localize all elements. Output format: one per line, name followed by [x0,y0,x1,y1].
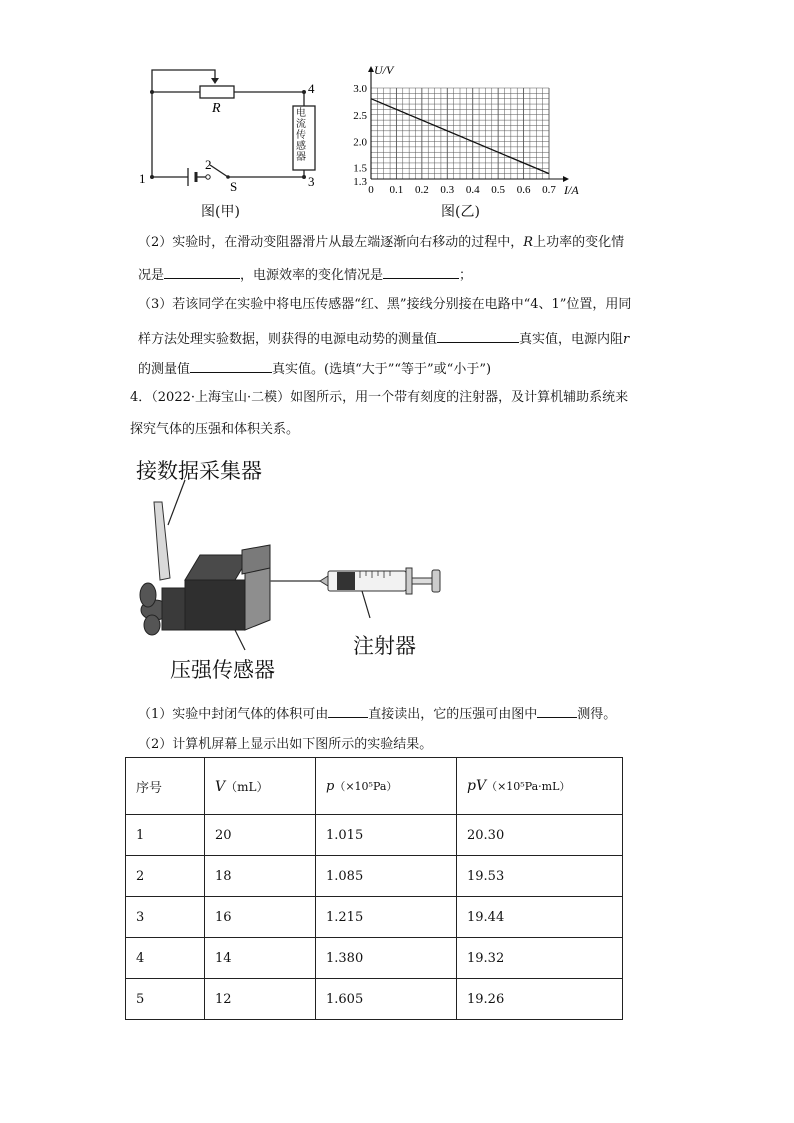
x-tick-label: 0.5 [491,184,506,196]
q3-blank-resistance[interactable] [190,358,272,373]
x-tick-label: 0.2 [414,184,429,196]
table-cell: 19.26 [457,979,623,1020]
table-row [126,938,623,979]
slider-arrow-icon [211,78,219,84]
q4-line2: 探究气体的压强和体积关系。 [130,422,300,437]
x-tick-label: 0.4 [465,184,480,196]
table-cell: 1.215 [316,897,457,938]
table-cell: 4 [126,938,205,979]
y-tick-label: 1.3 [353,176,367,188]
x-tick-label: 0.7 [542,184,556,196]
table-cell: 18 [205,856,316,897]
x-tick-label: 0.3 [440,184,455,196]
table-cell: 14 [205,938,316,979]
table-cell: 19.32 [457,938,623,979]
q2-line2: 况是 ，电源效率的变化情况是 ； [138,264,678,286]
syringe-icon [320,568,440,594]
switch-s [210,165,228,177]
table-row [126,897,623,938]
table-cell: 1 [126,815,205,856]
x-tick-label: 0.6 [516,184,531,196]
x-tick-label: 0 [368,184,374,196]
y-tick-label: 2.0 [353,136,367,149]
battery-icon [188,168,196,186]
table-header-cell: 序号 [126,758,205,815]
node-label-2: 2 [205,157,212,172]
node-label-1: 1 [139,171,146,186]
table-cell: 19.44 [457,897,623,938]
figure-yi-caption: 图(乙) [441,204,480,220]
label-data-collector: 接数据采集器 [136,459,262,483]
y-tick-label: 3.0 [353,83,367,95]
y-tick-label: 1.5 [353,162,367,175]
q3-line1: （3）若该同学在实验中将电压传感器“红、黑”接线分别接在电路中“4、1”位置，用同 [138,297,632,312]
q2-blank-efficiency[interactable] [383,264,459,279]
table-cell: 2 [126,856,205,897]
figure-jia-caption: 图(甲) [201,204,240,220]
q4-2-line: （2）计算机屏幕上显示出如下图所示的实验结果。 [138,737,433,752]
pressure-sensor-body [185,545,270,630]
q2-line1: （2）实验时，在滑动变阻器滑片从最左端逐渐向右移动的过程中，R上功率的变化情 [138,235,625,250]
q3-line3: 的测量值 真实值。(选填“大于”“等于”或“小于”) [138,358,678,380]
label-syringe: 注射器 [353,634,416,658]
table-cell: 5 [126,979,205,1020]
table-cell: 1.015 [316,815,457,856]
node-label-3: 3 [308,174,315,189]
table-cell: 1.380 [316,938,457,979]
table-cell: 1.085 [316,856,457,897]
cable-tube [154,502,170,580]
table-row [126,815,623,856]
label-pressure-sensor: 压强传感器 [170,658,275,682]
q4-1-blank-volume[interactable] [328,703,368,718]
results-table [125,757,623,1020]
table-header-cell: p（×10⁵Pa） [316,758,457,815]
table-header-cell: pV（×10⁵Pa·mL） [457,758,623,815]
q2-blank-power[interactable] [164,264,240,279]
valve-knob-icon [140,583,190,635]
table-header-row [126,758,623,815]
table-cell: 20 [205,815,316,856]
q3-line2: 样方法处理实验数据，则获得的电源电动势的测量值 真实值，电源内阻r [138,328,678,350]
node-label-4: 4 [308,81,315,96]
x-axis-arrow-icon [563,176,569,182]
q4-1-blank-pressure[interactable] [537,703,577,718]
chart-y-axis-label: U/V [374,63,394,77]
table-cell: 3 [126,897,205,938]
table-cell: 12 [205,979,316,1020]
table-row [126,856,623,897]
table-header-cell: V（mL） [205,758,316,815]
q3-blank-emf[interactable] [437,328,519,343]
table-cell: 16 [205,897,316,938]
x-tick-label: 0.1 [389,184,404,196]
table-cell: 1.605 [316,979,457,1020]
table-row [126,979,623,1020]
table-cell: 20.30 [457,815,623,856]
q4-line1: 4．（2022·上海宝山·二模）如图所示，用一个带有刻度的注射器，及计算机辅助系统来 [130,390,629,405]
current-sensor-label: 电流传感器 [296,108,306,163]
resistor-r [200,86,234,98]
chart-x-axis-label: I/A [564,183,579,197]
switch-label: S [230,179,238,194]
resistor-label: R [212,101,221,116]
ui-chart [340,62,590,202]
table-cell: 19.53 [457,856,623,897]
y-tick-label: 2.5 [353,109,367,122]
q4-1-line: （1）实验中封闭气体的体积可由 直接读出，它的压强可由图中 测得。 [138,703,616,722]
